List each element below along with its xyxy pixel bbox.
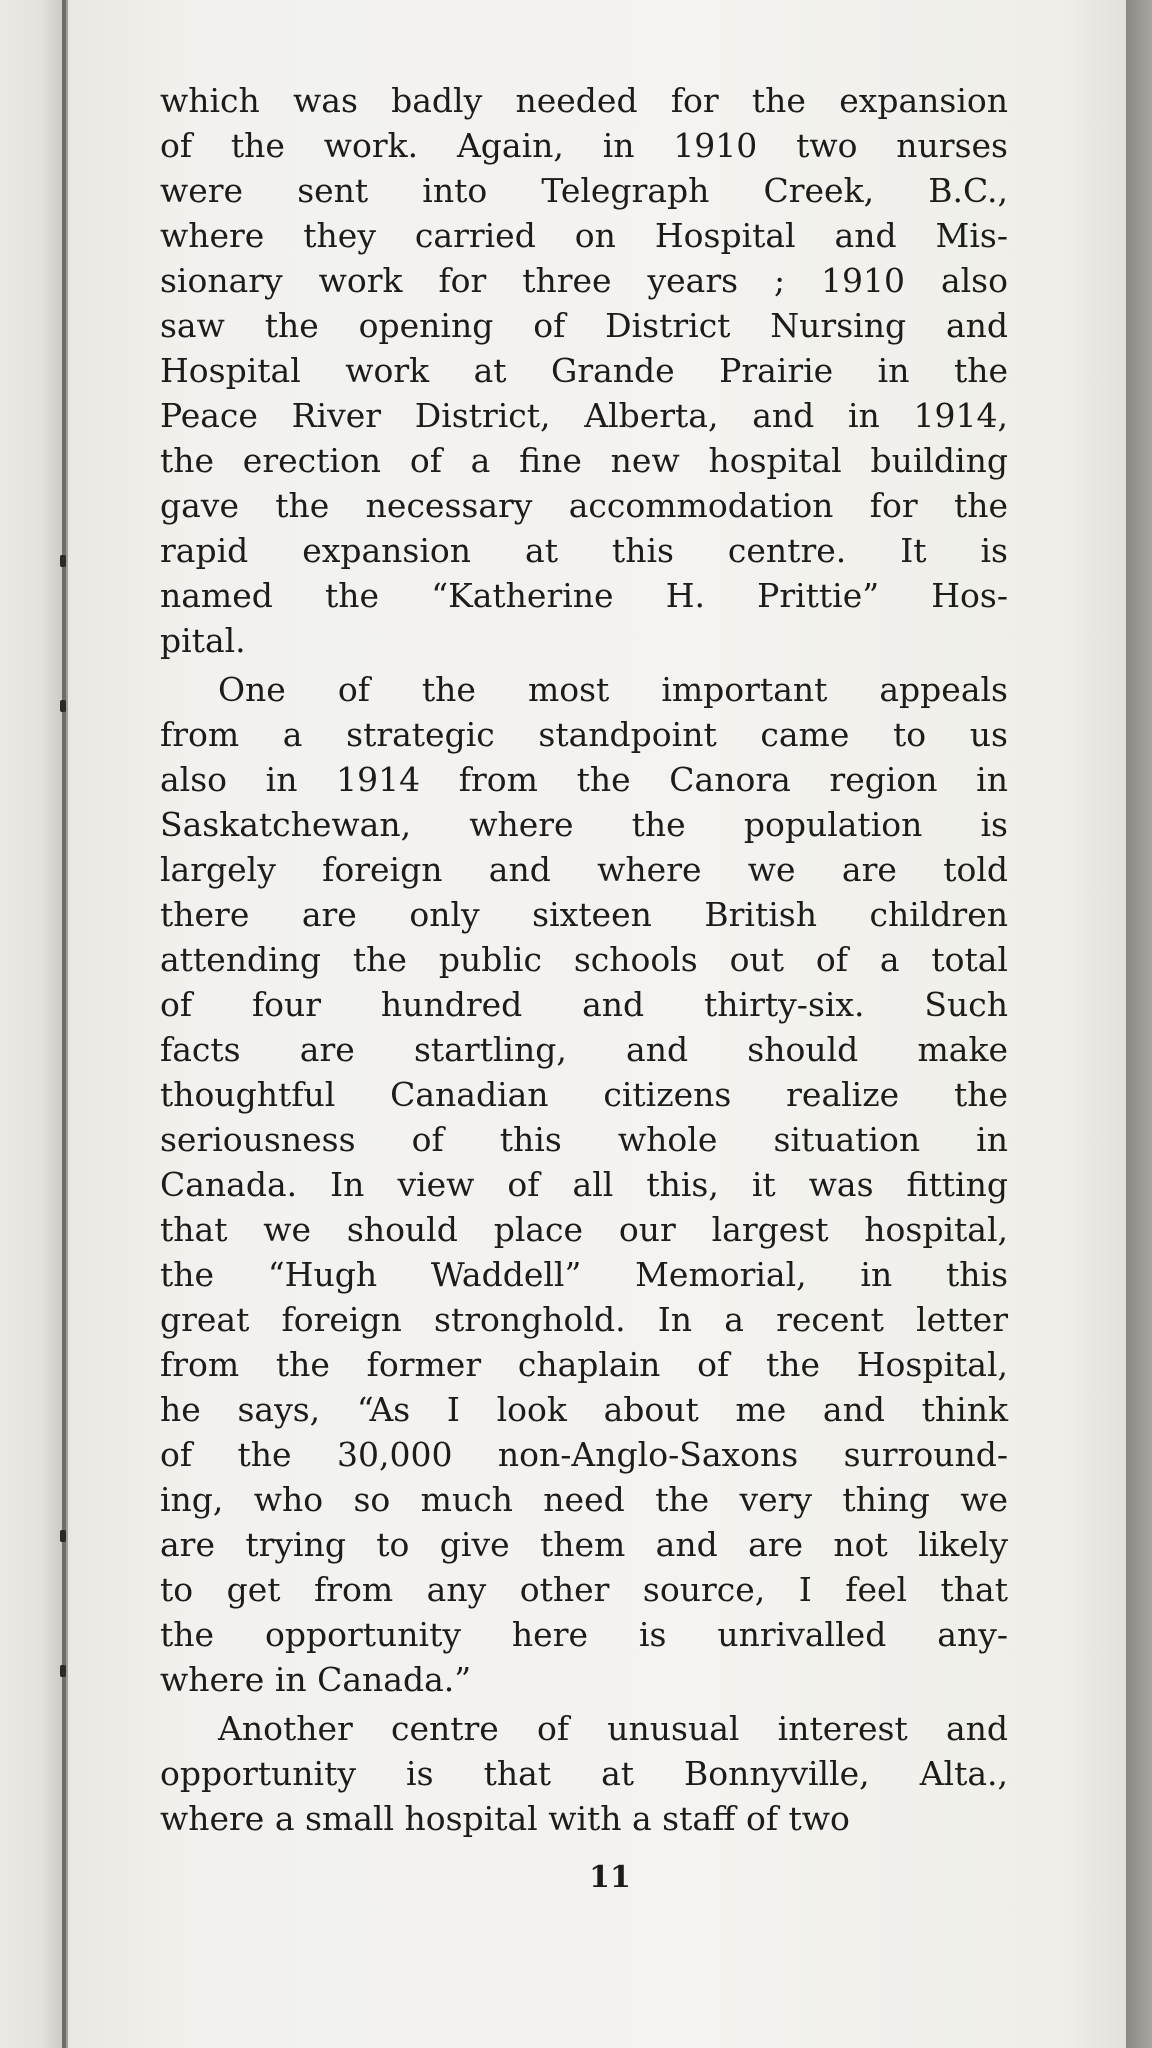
text-line: there are only sixteen British children	[160, 895, 1008, 934]
text-line: saw the opening of District Nursing and	[160, 306, 1008, 345]
text-line: One of the most important appeals	[218, 670, 1008, 709]
text-line: which was badly needed for the expansion	[160, 81, 1008, 120]
text-line: pital.	[160, 621, 246, 660]
paragraph	[160, 1706, 1008, 1841]
text-line: of four hundred and thirty-six. Such	[160, 985, 1008, 1024]
text-line: Saskatchewan, where the population is	[160, 805, 1008, 844]
text-line: from a strategic standpoint came to us	[160, 715, 1008, 754]
facing-page-edge	[0, 0, 66, 2048]
text-line: opportunity is that at Bonnyville, Alta.,	[160, 1754, 1008, 1793]
text-line: he says, “As I look about me and think	[160, 1390, 1008, 1429]
text-line: also in 1914 from the Canora region in	[160, 760, 1008, 799]
text-line: named the “Katherine H. Prittie” Hos-	[160, 576, 1008, 615]
text-line: thoughtful Canadian citizens realize the	[160, 1075, 1008, 1114]
text-line: of the work. Again, in 1910 two nurses	[160, 126, 1008, 165]
text-line: ing, who so much need the very thing we	[160, 1480, 1008, 1519]
text-line: gave the necessary accommodation for the	[160, 486, 1008, 525]
text-line: to get from any other source, I feel that	[160, 1570, 1008, 1609]
text-line: attending the public schools out of a total	[160, 940, 1008, 979]
margin-mark	[60, 555, 66, 567]
text-line: from the former chaplain of the Hospital,	[160, 1345, 1008, 1384]
text-line: where in Canada.”	[160, 1660, 472, 1699]
text-line: facts are startling, and should make	[160, 1030, 1008, 1069]
text-line: are trying to give them and are not likely	[160, 1525, 1008, 1564]
text-line: Canada. In view of all this, it was fitting	[160, 1165, 1008, 1204]
text-line: Peace River District, Alberta, and in 1914,	[160, 396, 1008, 435]
text-line: great foreign stronghold. In a recent letter	[160, 1300, 1008, 1339]
margin-mark	[60, 1530, 66, 1542]
text-line: the opportunity here is unrivalled any-	[160, 1615, 1008, 1654]
paragraph	[160, 667, 1008, 1702]
text-line: seriousness of this whole situation in	[160, 1120, 1008, 1159]
text-line: the erection of a fine new hospital building	[160, 441, 1008, 480]
text-line: where they carried on Hospital and Mis-	[160, 216, 1008, 255]
text-line: of the 30,000 non-Anglo-Saxons surround-	[160, 1435, 1008, 1474]
text-line: where a small hospital with a staff of two	[160, 1799, 850, 1838]
text-line: were sent into Telegraph Creek, B.C.,	[160, 171, 1008, 210]
text-line: sionary work for three years ; 1910 also	[160, 261, 1008, 300]
page-edge-shadow	[1126, 0, 1152, 2048]
text-line: rapid expansion at this centre. It is	[160, 531, 1008, 570]
text-line: that we should place our largest hospital,	[160, 1210, 1008, 1249]
margin-mark	[60, 1665, 66, 1677]
page-number: 11	[589, 1860, 631, 1895]
text-line: largely foreign and where we are told	[160, 850, 1008, 889]
text-line: Another centre of unusual interest and	[218, 1709, 1008, 1748]
gutter-line	[62, 0, 66, 2048]
paragraph	[160, 78, 1008, 663]
text-line: Hospital work at Grande Prairie in the	[160, 351, 1008, 390]
text-line: the “Hugh Waddell” Memorial, in this	[160, 1255, 1008, 1294]
body-text	[160, 78, 1008, 1841]
margin-mark	[60, 700, 66, 712]
